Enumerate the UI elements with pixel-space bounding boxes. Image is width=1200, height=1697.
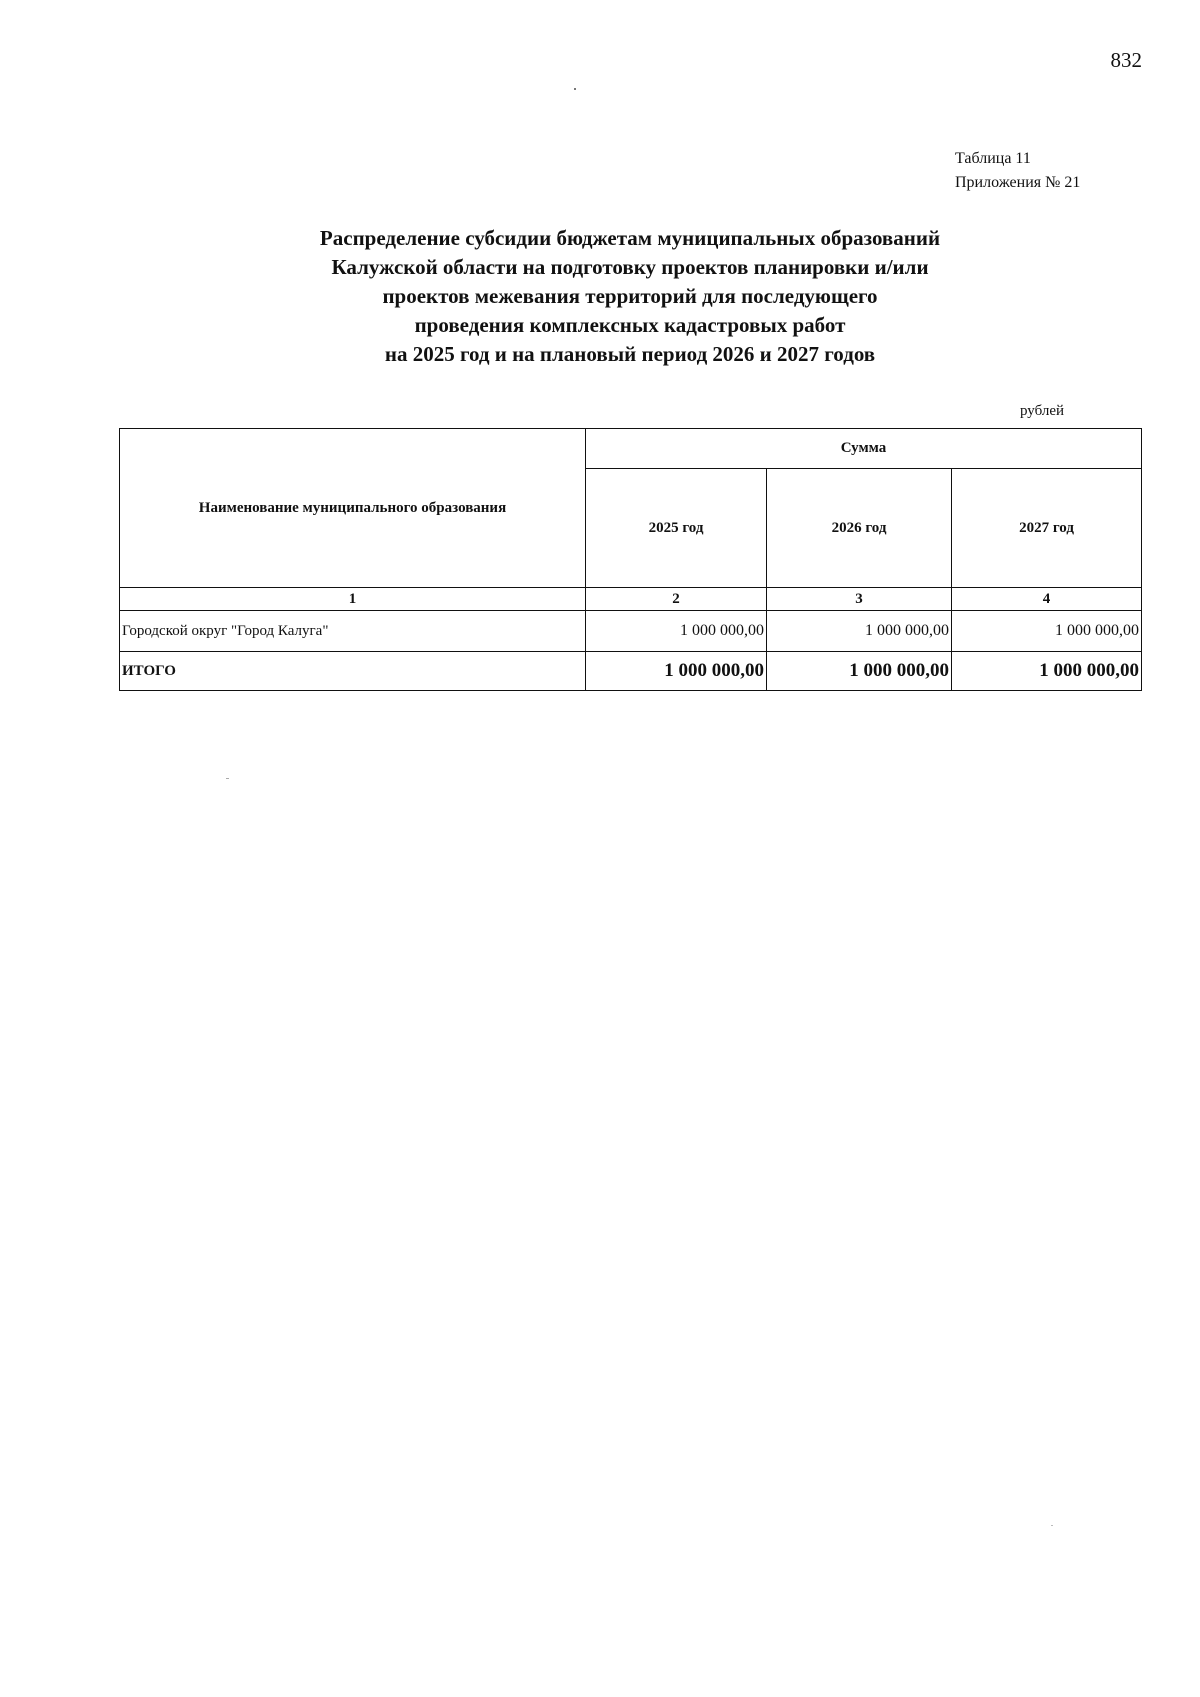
header-year-2025: 2025 год bbox=[586, 469, 767, 588]
column-number: 2 bbox=[586, 588, 767, 611]
table-ref-line: Таблица 11 bbox=[955, 150, 1031, 167]
scan-speck bbox=[1051, 1525, 1053, 1526]
total-2026: 1 000 000,00 bbox=[767, 652, 952, 691]
amount-2025: 1 000 000,00 bbox=[586, 611, 767, 652]
total-2027: 1 000 000,00 bbox=[952, 652, 1142, 691]
appendix-ref-line: Приложения № 21 bbox=[955, 174, 1081, 191]
amount-2026: 1 000 000,00 bbox=[767, 611, 952, 652]
header-row bbox=[120, 429, 1142, 469]
scan-speck bbox=[226, 778, 229, 779]
table-reference bbox=[955, 147, 1080, 195]
header-year-2027: 2027 год bbox=[952, 469, 1142, 588]
units-label: рублей bbox=[1020, 403, 1065, 419]
title-line: Калужской области на подготовку проектов планировки и/или bbox=[331, 255, 929, 279]
total-label: ИТОГО bbox=[120, 652, 586, 691]
subsidy-table bbox=[119, 428, 1142, 691]
amount-2027: 1 000 000,00 bbox=[952, 611, 1142, 652]
total-2025: 1 000 000,00 bbox=[586, 652, 767, 691]
column-numbers-row bbox=[120, 588, 1142, 611]
page-number: 832 bbox=[1110, 48, 1142, 72]
header-municipality-name: Наименование муниципального образования bbox=[120, 429, 586, 588]
column-number: 3 bbox=[767, 588, 952, 611]
municipality-name: Городской округ "Город Калуга" bbox=[120, 611, 586, 652]
header-year-2026: 2026 год bbox=[767, 469, 952, 588]
title-line: проектов межевания территорий для последующего bbox=[382, 284, 878, 308]
document-title bbox=[120, 224, 1140, 369]
title-line: проведения комплексных кадастровых работ bbox=[414, 313, 846, 337]
scan-speck bbox=[574, 88, 576, 90]
title-line: Распределение субсидии бюджетам муниципальных образований bbox=[319, 226, 941, 250]
column-number: 4 bbox=[952, 588, 1142, 611]
total-row bbox=[120, 652, 1142, 691]
table-row bbox=[120, 611, 1142, 652]
header-sum: Сумма bbox=[586, 429, 1142, 469]
column-number: 1 bbox=[120, 588, 586, 611]
title-line: на 2025 год и на плановый период 2026 и 2027 годов bbox=[384, 342, 876, 366]
